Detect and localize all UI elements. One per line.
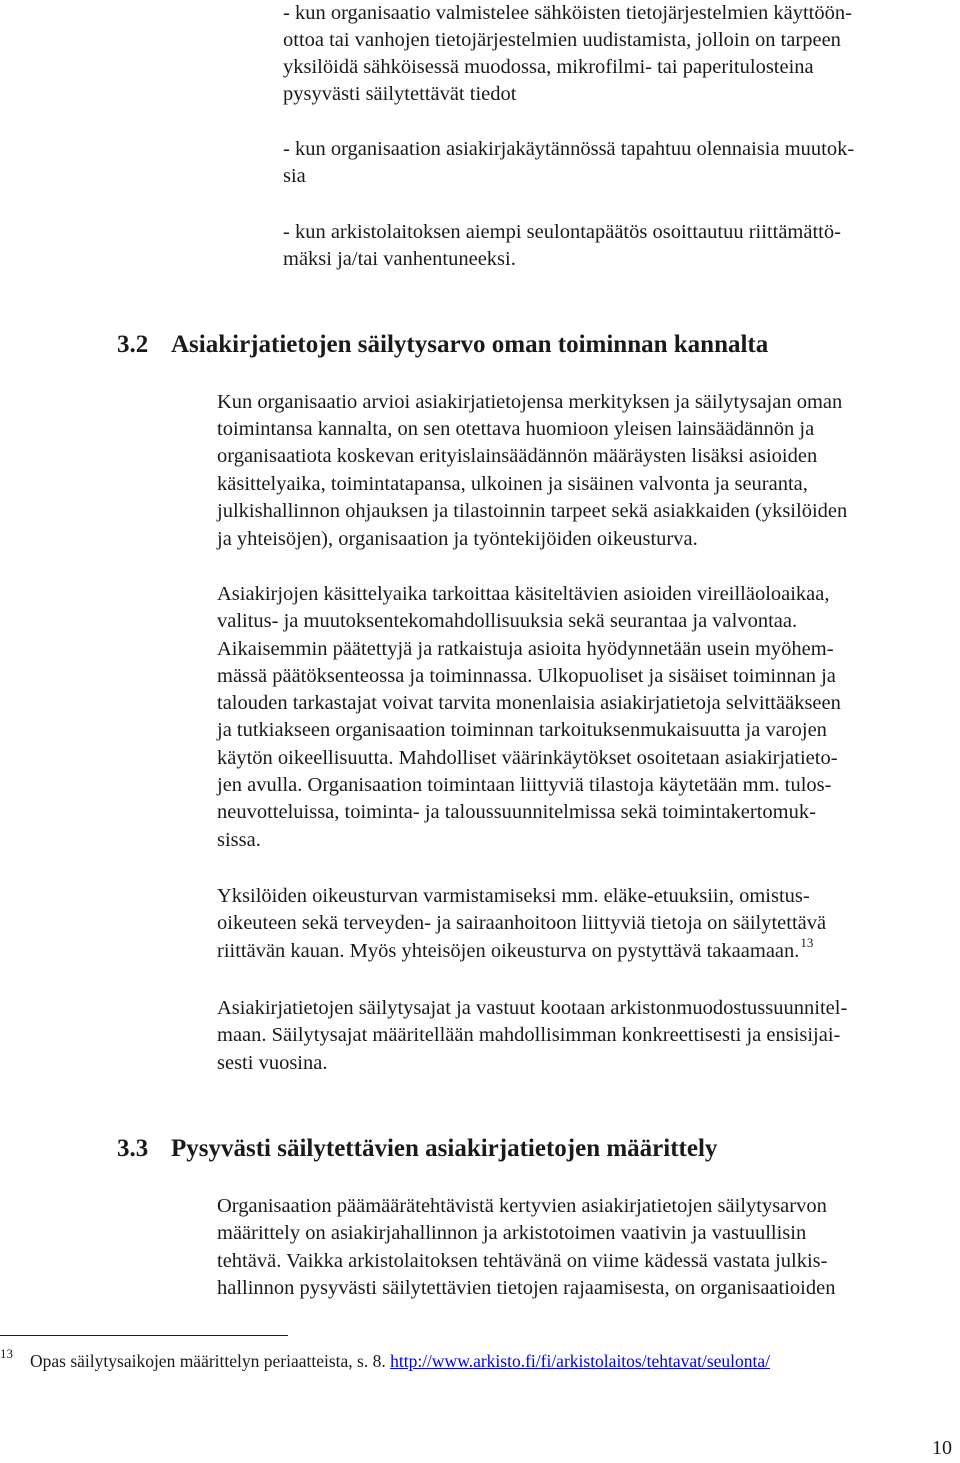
footnote-link[interactable]: http://www.arkisto.fi/fi/arkistolaitos/tehtavat/seulonta/: [390, 1351, 771, 1371]
text-line: käytön oikeellisuutta. Mahdolliset väärinkäytökset osoitetaan asiakirjatieto-: [217, 747, 838, 769]
bullet-3-line-1: - kun arkistolaitoksen aiempi seulontapäätös osoittautuu riittämättö-: [283, 221, 841, 243]
footnote: [30, 1351, 770, 1372]
text-line: julkishallinnon ohjauksen ja tilastoinnin tarpeet sekä asiakkaiden (yksilöiden: [217, 500, 848, 522]
text-line: määrittely on asiakirjahallinnon ja arkistotoimen vaativin ja vastuullisin: [217, 1222, 807, 1244]
bullet-3-line-2: mäksi ja/tai vanhentuneeksi.: [283, 248, 516, 270]
section-title: Pysyvästi säilytettävien asiakirjatietojen määrittely: [171, 1135, 718, 1162]
text-line: tehtävä. Vaikka arkistolaitoksen tehtävänä on viime kädessä vastata julkis-: [217, 1250, 828, 1272]
text-line: oikeuteen sekä terveyden- ja sairaanhoitoon liittyviä tietoja on säilytettävä: [217, 912, 827, 934]
text-line: jen avulla. Organisaation toimintaan liittyviä tilastoja käytetään mm. tulos-: [217, 774, 832, 796]
text-line: Aikaisemmin päätettyjä ja ratkaistuja asioita hyödynnetään usein myöhem-: [217, 638, 834, 660]
text-line: talouden tarkastajat voivat tarvita monenlaisia asiakirjatietoja selvittääkseen: [217, 692, 841, 714]
text-line: organisaatiota koskevan erityislainsäädännön määräysten lisäksi asioiden: [217, 445, 818, 467]
section-number: 3.3: [117, 1135, 149, 1162]
section-title: Asiakirjatietojen säilytysarvo oman toiminnan kannalta: [171, 331, 769, 358]
footnote-number: 13: [0, 1346, 13, 1361]
text-line: maan. Säilytysajat määritellään mahdollisimman konkreettisesti ja ensisijai-: [217, 1024, 841, 1046]
text-line: Kun organisaatio arvioi asiakirjatietojensa merkityksen ja säilytysajan oman: [217, 391, 843, 413]
text-line: Organisaation päämäärätehtävistä kertyvien asiakirjatietojen säilytysarvon: [217, 1195, 827, 1217]
text-line: toimintansa kannalta, on sen otettava huomioon yleisen lainsäädännön ja: [217, 418, 815, 440]
text-line: neuvotteluissa, toiminta- ja taloussuunnitelmissa sekä toimintakertomuk-: [217, 801, 816, 823]
footnote-reference: 13: [800, 935, 814, 950]
bullet-1-line-1: - kun organisaatio valmistelee sähköisten tietojärjestelmien käyttöön-: [283, 2, 852, 24]
text-line: mässä päätöksenteossa ja toiminnassa. Ulkopuoliset ja sisäiset toiminnan ja: [217, 665, 836, 687]
text-line: ja tutkiakseen organisaation toiminnan tarkoituksenmukaisuutta ja varojen: [217, 719, 827, 741]
text-line: käsittelyaika, toimintatapansa, ulkoinen ja sisäinen valvonta ja seuranta,: [217, 473, 808, 495]
footnote-text: Opas säilytysaikojen määrittelyn periaatteista, s. 8.: [30, 1351, 391, 1371]
bullet-2-line-1: - kun organisaation asiakirjakäytännössä tapahtuu olennaisia muutok-: [283, 138, 855, 160]
text-line: sissa.: [217, 829, 261, 851]
bullet-2-line-2: sia: [283, 165, 306, 187]
text-line: Yksilöiden oikeusturvan varmistamiseksi mm. eläke-etuuksiin, omistus-: [217, 885, 810, 907]
text-line: riittävän kauan. Myös yhteisöjen oikeusturva on pystyttävä takaamaan.: [217, 940, 800, 962]
page-number: 10: [932, 1437, 952, 1459]
text-line: sesti vuosina.: [217, 1052, 328, 1074]
text-line: Asiakirjojen käsittelyaika tarkoittaa käsiteltävien asioiden vireilläoloaikaa,: [217, 583, 830, 605]
bullet-1-line-2: ottoa tai vanhojen tietojärjestelmien uudistamista, jolloin on tarpeen: [283, 29, 841, 51]
text-line: ja yhteisöjen), organisaation ja työntekijöiden oikeusturva.: [217, 528, 698, 550]
text-line: hallinnon pysyvästi säilytettävien tietojen rajaamisesta, on organisaatioiden: [217, 1277, 836, 1299]
bullet-1-line-3: yksilöidä sähköisessä muodossa, mikrofilmi- tai paperitulosteina: [283, 56, 814, 78]
footnote-divider: [0, 1335, 288, 1336]
text-line: Asiakirjatietojen säilytysajat ja vastuut kootaan arkistonmuodostussuunnitel-: [217, 997, 848, 1019]
text-line-with-footnote: [217, 935, 814, 966]
section-number: 3.2: [117, 331, 149, 358]
bullet-1-line-4: pysyvästi säilytettävät tiedot: [283, 83, 517, 105]
text-line: valitus- ja muutoksentekomahdollisuuksia sekä seurantaa ja valvontaa.: [217, 610, 798, 632]
